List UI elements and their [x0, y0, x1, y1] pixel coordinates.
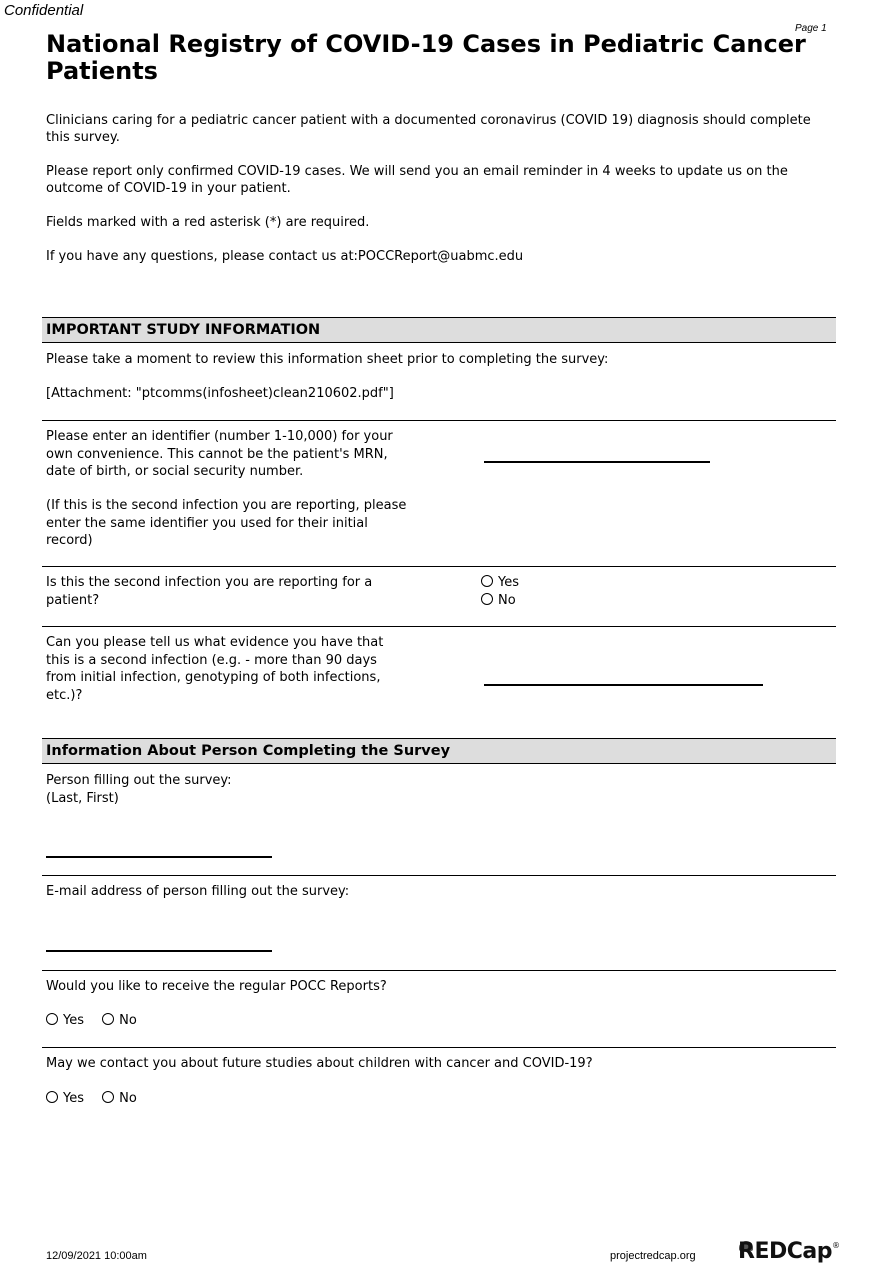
- radio-icon[interactable]: [481, 575, 493, 587]
- divider: [42, 1047, 836, 1048]
- email-label: E-mail address of person filling out the survey:: [46, 884, 350, 899]
- divider: [42, 626, 836, 627]
- future-studies-options: [46, 1090, 137, 1108]
- radio-icon[interactable]: [46, 1091, 58, 1103]
- page-title: National Registry of COVID-19 Cases in Pediatric Cancer Patients: [46, 30, 806, 85]
- radio-icon[interactable]: [102, 1091, 114, 1103]
- future-studies-label: May we contact you about future studies about children with cancer and COVID-19?: [46, 1056, 593, 1071]
- section-header-person-info: Information About Person Completing the Survey: [42, 738, 836, 764]
- footer-site: projectredcap.org: [610, 1250, 696, 1262]
- future-studies-yes[interactable]: Yes: [46, 1091, 84, 1106]
- identifier-input[interactable]: [484, 461, 710, 463]
- divider: [42, 875, 836, 876]
- page-number: Page 1: [795, 23, 827, 34]
- pocc-reports-no[interactable]: No: [102, 1013, 137, 1028]
- second-infection-label: Is this the second infection you are reporting for a patient?: [46, 575, 373, 608]
- intro-paragraph: If you have any questions, please contact us at:POCCReport@uabmc.edu: [46, 249, 524, 264]
- info-sheet-text: Please take a moment to review this information sheet prior to completing the survey:: [46, 352, 609, 367]
- second-infection-no[interactable]: No: [481, 592, 519, 610]
- divider: [42, 566, 836, 567]
- future-studies-no[interactable]: No: [102, 1091, 137, 1106]
- email-input[interactable]: [46, 950, 272, 952]
- section-header-study-info: IMPORTANT STUDY INFORMATION: [42, 317, 836, 343]
- pocc-reports-options: [46, 1012, 137, 1030]
- person-name-label: Person filling out the survey:: [46, 773, 232, 788]
- radio-icon[interactable]: [46, 1013, 58, 1025]
- identifier-note: (If this is the second infection you are reporting, please enter the same identifier you used for their initial record): [46, 498, 407, 548]
- intro-paragraph: Please report only confirmed COVID-19 cases. We will send you an email reminder in 4 weeks to update us on the outcome of COVID-19 in your patient.: [46, 164, 788, 196]
- second-infection-options: [481, 574, 519, 610]
- identifier-label: Please enter an identifier (number 1-10,000) for your own convenience. This cannot be the patient's MRN, date of birth, or social security number.: [46, 429, 393, 479]
- pocc-reports-label: Would you like to receive the regular POCC Reports?: [46, 979, 387, 994]
- redcap-logo: REDCap®: [738, 1239, 840, 1264]
- confidential-label: Confidential: [4, 2, 84, 19]
- radio-icon[interactable]: [481, 593, 493, 605]
- divider: [42, 970, 836, 971]
- footer-timestamp: 12/09/2021 10:00am: [46, 1250, 147, 1262]
- intro-paragraph: Clinicians caring for a pediatric cancer patient with a documented coronavirus (COVID 19) diagnosis should complete this survey.: [46, 113, 811, 145]
- pocc-reports-yes[interactable]: Yes: [46, 1013, 84, 1028]
- radio-icon[interactable]: [102, 1013, 114, 1025]
- evidence-input[interactable]: [484, 684, 763, 686]
- person-name-sublabel: (Last, First): [46, 791, 119, 806]
- person-name-input[interactable]: [46, 856, 272, 858]
- attachment-link[interactable]: [Attachment: "ptcomms(infosheet)clean210602.pdf"]: [46, 386, 394, 401]
- evidence-label: Can you please tell us what evidence you have that this is a second infection (e.g. - more than 90 days from initial infection, genotyping of both infections, etc.)?: [46, 635, 384, 703]
- intro-block: [46, 112, 836, 265]
- second-infection-yes[interactable]: Yes: [481, 574, 519, 592]
- intro-paragraph: Fields marked with a red asterisk (*) are required.: [46, 215, 370, 230]
- divider: [42, 420, 836, 421]
